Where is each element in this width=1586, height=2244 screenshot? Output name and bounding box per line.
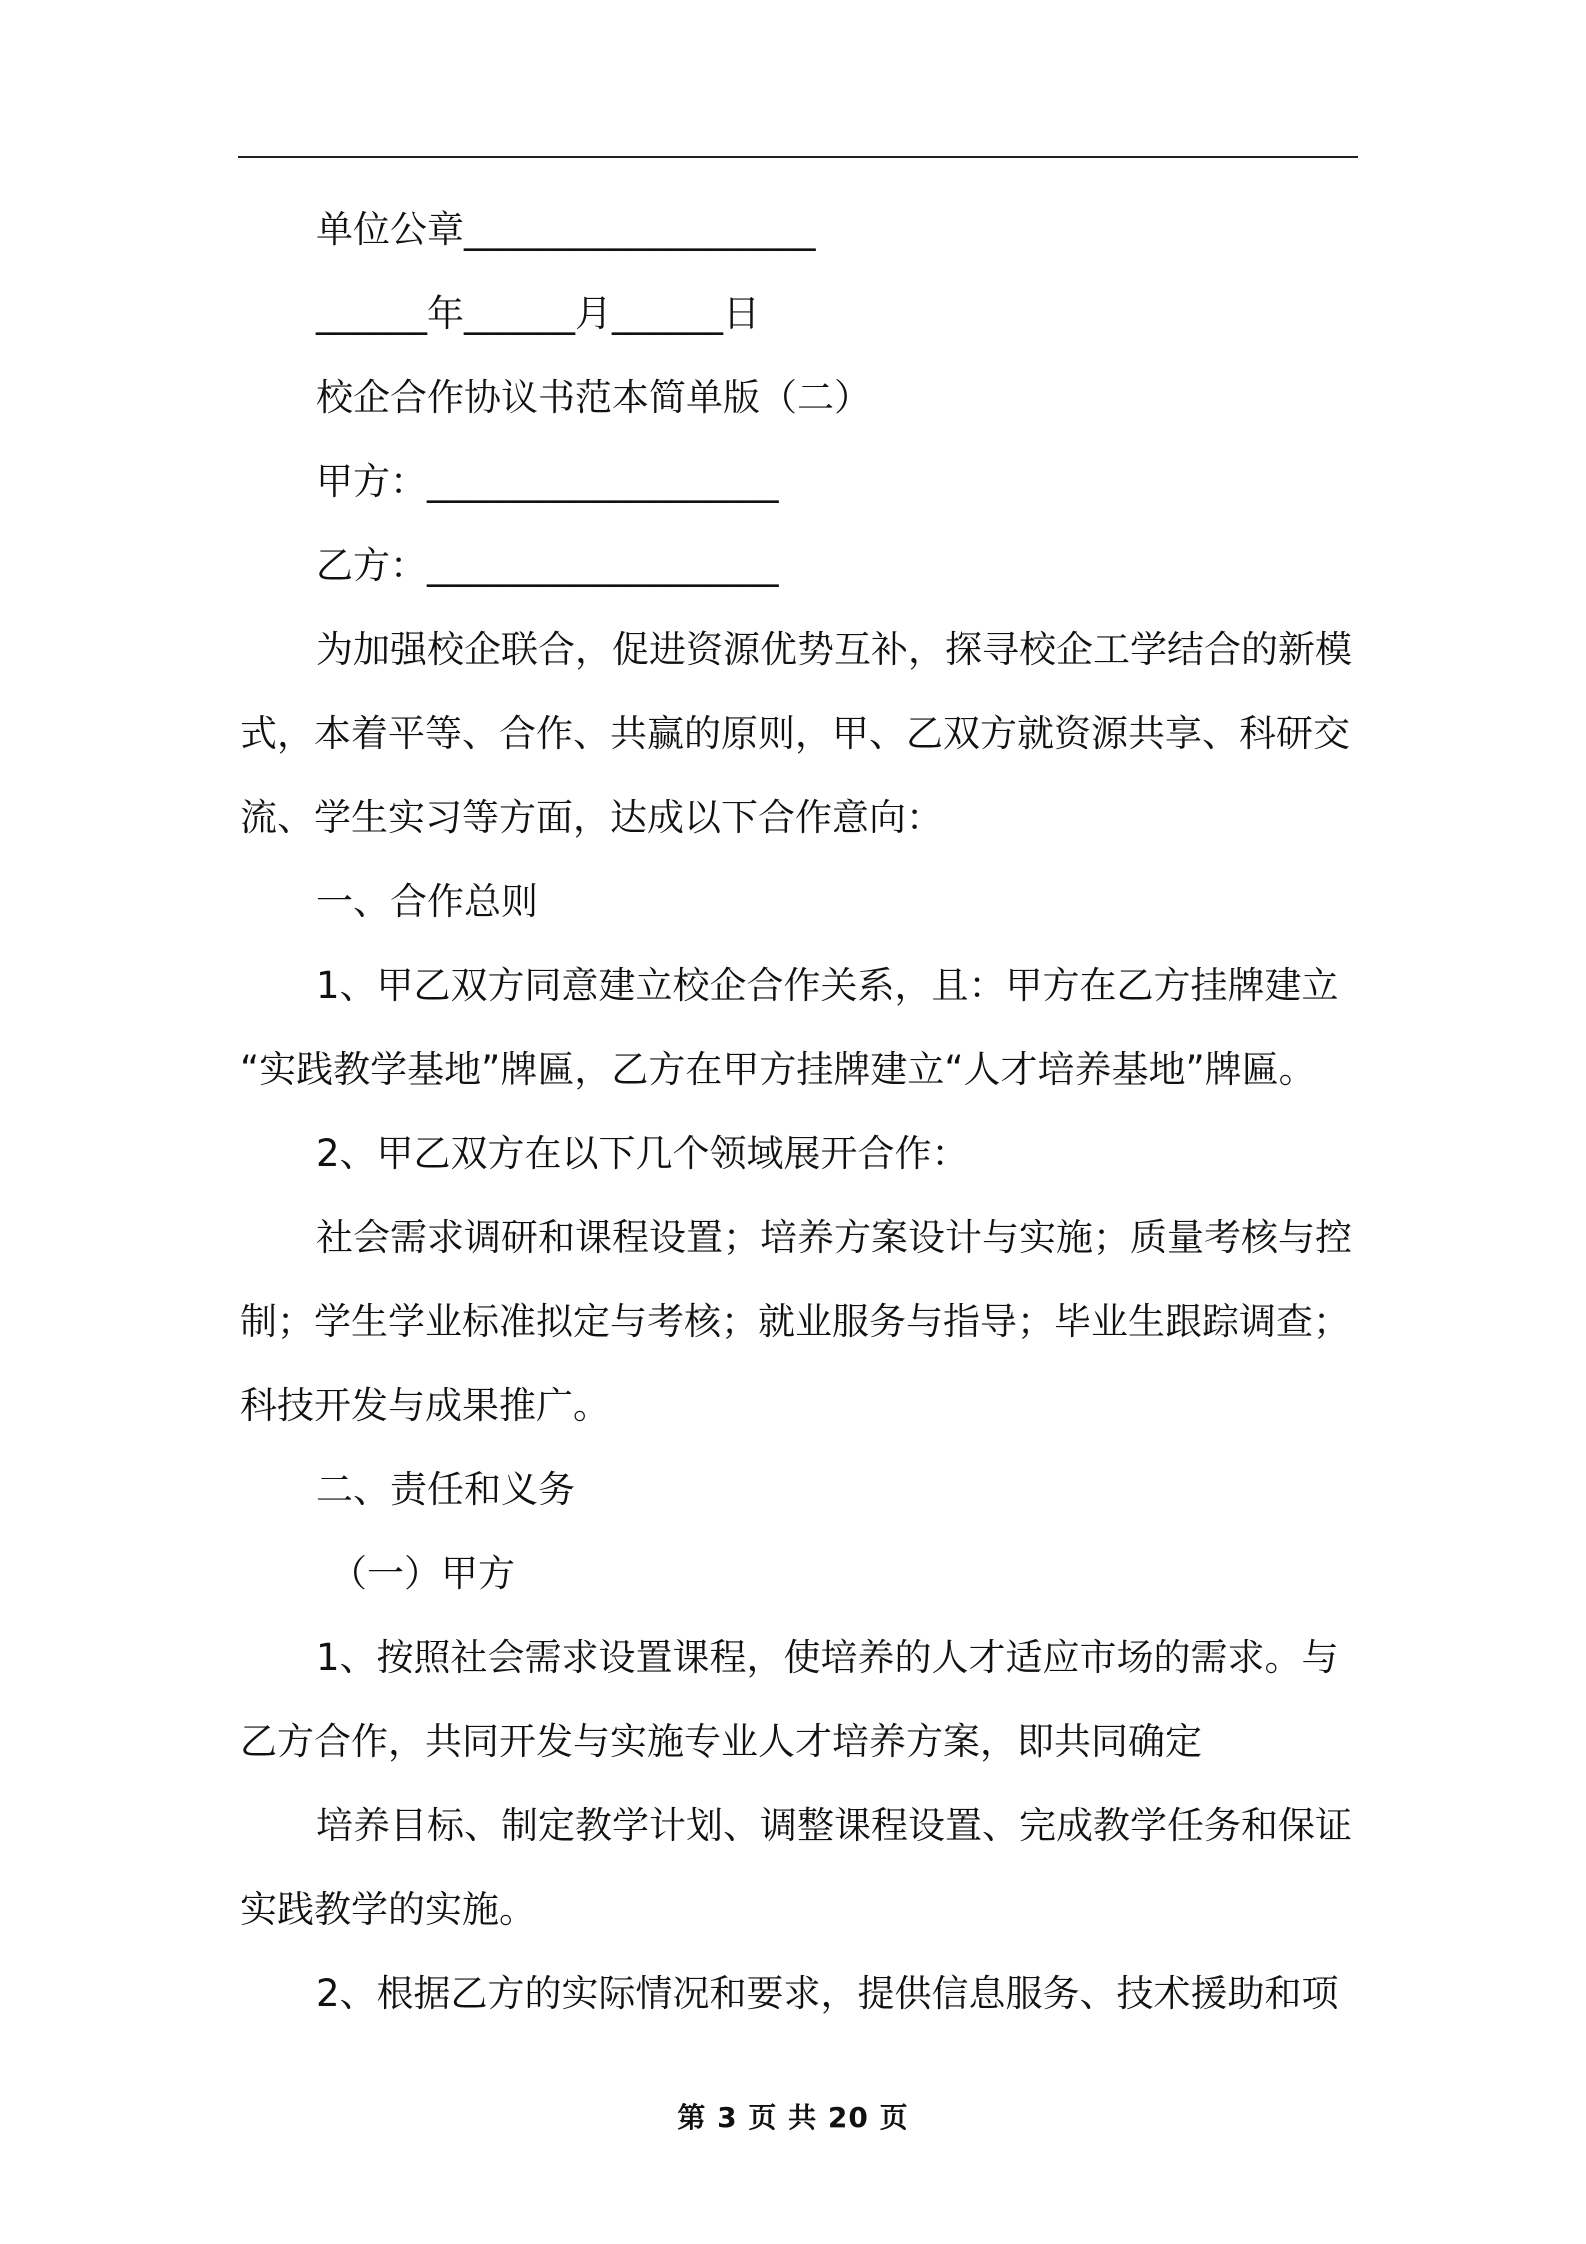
s2-item1-cont-line-2: 实践教学的实施。 bbox=[240, 1888, 536, 1931]
s1-item1-line-2: “实践教学基地”牌匾，乙方在甲方挂牌建立“人才培养基地”牌匾。 bbox=[240, 1048, 1316, 1091]
date-line: ______年______月______日 bbox=[316, 292, 760, 335]
intro-line-1: 为加强校企联合，促进资源优势互补，探寻校企工学结合的新模 bbox=[316, 628, 1352, 671]
s2-item1-line-2: 乙方合作，共同开发与实施专业人才培养方案，即共同确定 bbox=[240, 1720, 1202, 1763]
s2-item2-line-1: 2、根据乙方的实际情况和要求，提供信息服务、技术援助和项 bbox=[316, 1972, 1339, 2015]
s1-item2: 2、甲乙双方在以下几个领域展开合作： bbox=[316, 1132, 969, 1175]
s1-fields-line-2: 制；学生学业标准拟定与考核；就业服务与指导；毕业生跟踪调查； bbox=[240, 1300, 1350, 1343]
party-b-line: 乙方：___________________ bbox=[316, 544, 779, 587]
page-number: 第 3 页 共 20 页 bbox=[677, 2101, 909, 2134]
s1-item1-line-1: 1、甲乙双方同意建立校企合作关系，且：甲方在乙方挂牌建立 bbox=[316, 964, 1339, 1007]
s2-item1-line-1: 1、按照社会需求设置课程，使培养的人才适应市场的需求。与 bbox=[316, 1636, 1339, 1679]
s2-item1-cont-line-1: 培养目标、制定教学计划、调整课程设置、完成教学任务和保证 bbox=[316, 1804, 1352, 1847]
party-a-line: 甲方：___________________ bbox=[316, 460, 779, 503]
section2-heading: 二、责任和义务 bbox=[316, 1468, 575, 1511]
section1-heading: 一、合作总则 bbox=[316, 880, 538, 923]
intro-line-2: 式，本着平等、合作、共赢的原则，甲、乙双方就资源共享、科研交 bbox=[240, 712, 1350, 755]
document-body bbox=[240, 188, 1356, 2036]
s1-fields-line-1: 社会需求调研和课程设置；培养方案设计与实施；质量考核与控 bbox=[316, 1216, 1352, 1259]
s1-fields-line-3: 科技开发与成果推广。 bbox=[240, 1384, 610, 1427]
header-rule bbox=[238, 156, 1358, 158]
agreement-title: 校企合作协议书范本简单版（二） bbox=[316, 376, 871, 419]
seal-line: 单位公章___________________ bbox=[316, 208, 816, 251]
s2-subheading-party-a: （一）甲方 bbox=[330, 1552, 515, 1595]
intro-line-3: 流、学生实习等方面，达成以下合作意向： bbox=[240, 796, 943, 839]
